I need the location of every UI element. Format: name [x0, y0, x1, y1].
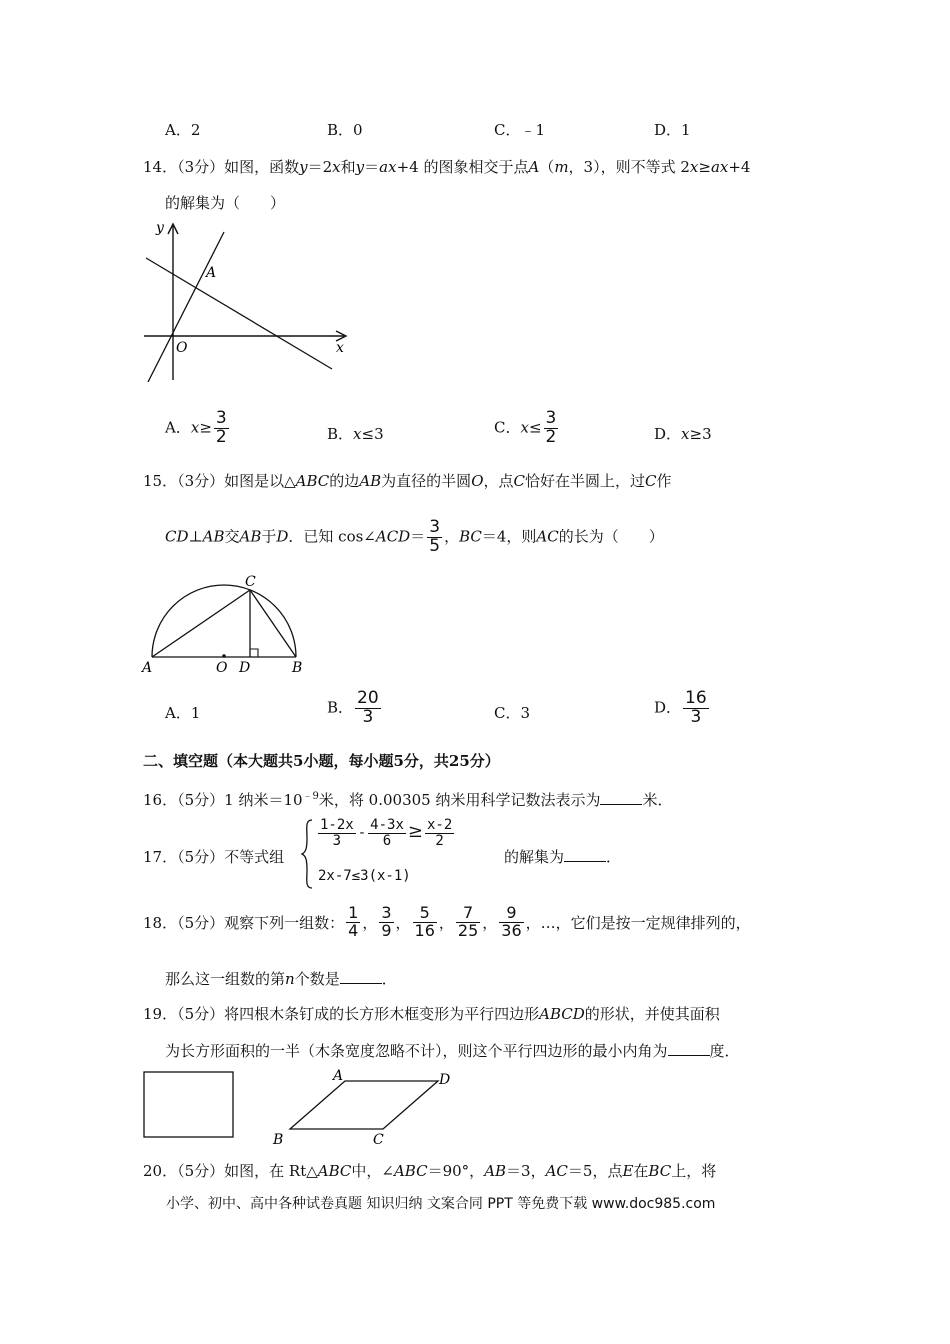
q19-label-b: B: [273, 1132, 284, 1148]
q15-label-o: O: [216, 660, 228, 676]
q14-label-x: x: [336, 340, 344, 356]
q14-option-d: D．x≥3: [654, 425, 712, 443]
q15-semicircle-figure: [140, 572, 310, 676]
q19-stem-line2: 为长方形面积的一半（木条宽度忽略不计），则这个平行四边形的最小内角为 度．: [165, 1042, 740, 1060]
q18-answer-blank[interactable]: [340, 969, 382, 984]
q14-option-a: A．x≥ $\frac{3}{2}$: [165, 408, 227, 447]
q14-stem-line2: 的解集为（ ）: [165, 194, 286, 212]
q15-label-c: C: [245, 574, 256, 590]
q13-option-d: D．1: [654, 121, 691, 139]
q14-stem-line1: 14．（3分）如图，函数y＝2x和y＝ax+4 的图象相交于点A（m，3），则不等式 2x≥ax+4: [143, 158, 751, 176]
section-2-heading: 二、填空题（本大题共5小题，每小题5分，共25分）: [143, 752, 500, 770]
q15-label-d: D: [239, 660, 251, 676]
q13-option-a: A．2: [165, 121, 201, 139]
q13-option-c: C．﹣1: [494, 121, 546, 139]
q17-answer-blank[interactable]: [564, 847, 606, 862]
q15-label-b: B: [292, 660, 303, 676]
q17-brace-icon: [300, 818, 314, 890]
q17-system-row2: 2x-7≤3(x-1): [318, 868, 411, 884]
q16-stem: 16．（5分）1 纳米$=10^{﹣9}$米，将 0.00305 纳米用科学记数法表示为 米．: [143, 791, 673, 809]
q15-option-c: C．3: [494, 704, 531, 722]
q15-stem-line1: 15．（3分）如图是以△ABC的边AB为直径的半圆O，点C恰好在半圆上，过C作: [143, 472, 672, 490]
q13-option-b: B．0: [327, 121, 363, 139]
q15-option-d: D． $\frac{16}{3}$: [654, 688, 707, 727]
q19-rectangle-parallelogram-figure: [140, 1068, 460, 1148]
q14-graph-figure: [140, 214, 350, 384]
q19-label-d: D: [439, 1072, 451, 1088]
q15-label-a: A: [142, 660, 153, 676]
q17-answer-text: 的解集为 ．: [504, 848, 622, 866]
q15-stem-line2: CD⊥AB交AB于D．已知 cos∠ACD＝ $\frac{3}{5}$ ，BC＝4，则AC的长为（ ）: [165, 517, 664, 556]
q14-option-b: B．x≤3: [327, 425, 384, 443]
q16-answer-blank[interactable]: [600, 790, 642, 805]
q14-label-o: O: [176, 340, 188, 356]
q18-stem-line1: 18．（5分）观察下列一组数： $\frac{1}{4}$ ， $\frac{3}{9}$ ， $\frac{5}{16}$ ， $\frac{7}{25}$ ， $\frac{9}{36}$ ，…，它们是按一定规律排列的，: [143, 903, 751, 940]
q15-option-a: A．1: [165, 704, 201, 722]
q17-label: 17．（5分）不等式组: [143, 848, 285, 866]
q17-system-row1: $\frac{1-2x}{3}$ - $\frac{4-3x}{6}$ ≥ $\frac{x-2}{2}$: [320, 817, 453, 849]
q14-label-a: A: [206, 265, 217, 281]
q15-option-b: B． $\frac{20}{3}$: [327, 688, 379, 727]
q19-answer-blank[interactable]: [668, 1041, 710, 1056]
q18-stem-line2: 那么这一组数的第n个数是 ．: [165, 970, 397, 988]
q20-stem-line1: 20．（5分）如图，在 Rt△ABC中，∠ABC＝90°，AB＝3，AC＝5，点E在BC上，将: [143, 1162, 717, 1180]
q19-label-c: C: [373, 1132, 384, 1148]
q19-label-a: A: [333, 1068, 344, 1084]
q14-label-y: y: [156, 220, 164, 236]
q14-option-c: C．x≤ $\frac{3}{2}$: [494, 408, 557, 447]
q19-stem-line1: 19．（5分）将四根木条钉成的长方形木框变形为平行四边形ABCD的形状，并使其面积: [143, 1005, 720, 1023]
page-footer: 小学、初中、高中各种试卷真题 知识归纳 文案合同 PPT 等免费下载 www.doc985.com: [166, 1196, 716, 1212]
